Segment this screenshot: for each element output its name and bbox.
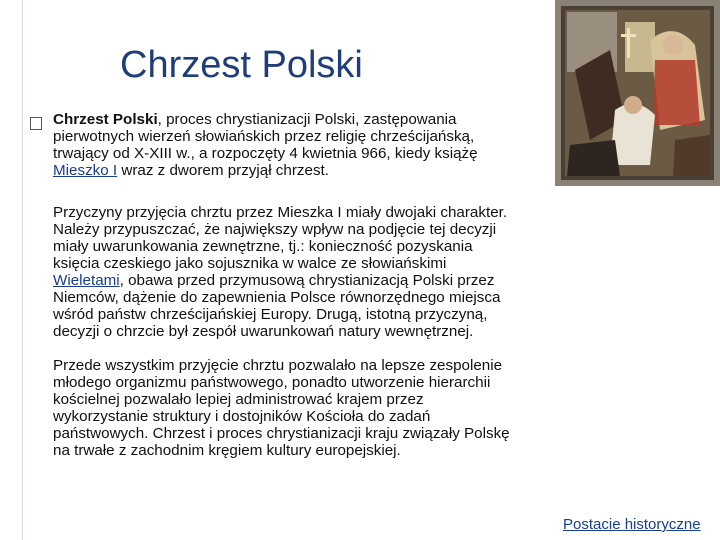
para2-text-b: , obawa przed przymusową chrystianizacją Polski przez Niemców, dążenie do zapewnienia Polsce równorzędnego miejsca wśród państw chrześcijańskiej Europy. Drugą, istotną przyczyną, decyzji o chrzcie był zespół uwarunkowań natury wewnętrznej. xyxy=(53,272,501,340)
historical-figures-link[interactable]: Postacie historyczne xyxy=(563,516,701,533)
page-title: Chrzest Polski xyxy=(120,44,363,86)
mieszko-link[interactable]: Mieszko I xyxy=(53,162,118,179)
wieleci-link[interactable]: Wieletami xyxy=(53,272,120,289)
term-bold: Chrzest Polski xyxy=(53,111,158,128)
para1-text-b: wraz z dworem przyjął chrzest. xyxy=(117,162,329,179)
paragraph-causes xyxy=(53,204,598,340)
paragraph-intro xyxy=(53,111,598,179)
para2-text-a: Przyczyny przyjęcia chrztu przez Mieszka I miały dwojaki charakter. Należy przypuszczać, że największy wpływ na podjęcie tej decyzji miały uwarunkowania zewnętrzne, tj.: konieczność pozyskania księcia czeskiego jako sojusznika w walce ze słowiańskimi xyxy=(53,204,508,272)
para1-text-a: , proces chrystianizacji Polski, zastępowania pierwotnych wierzeń słowiańskich przez religię chrześcijańską, trwający od X-XIII w., a rozpoczęty 4 kwietnia 966, kiedy książę xyxy=(53,111,478,162)
left-divider xyxy=(22,0,23,540)
paragraph-effects: Przede wszystkim przyjęcie chrztu pozwalało na lepsze zespolenie młodego organizmu państwowego, ponadto utworzenie hierarchii kościelnej pozwalało lepiej administrować krajem przez wykorzystanie struktury i dostojników Kościoła do zadań państwowych. Chrzest i proces chrystianizacji kraju związały Polskę na trwałe z zachodnim kręgiem kultury europejskiej. xyxy=(53,357,510,459)
checkbox-icon xyxy=(30,117,42,130)
